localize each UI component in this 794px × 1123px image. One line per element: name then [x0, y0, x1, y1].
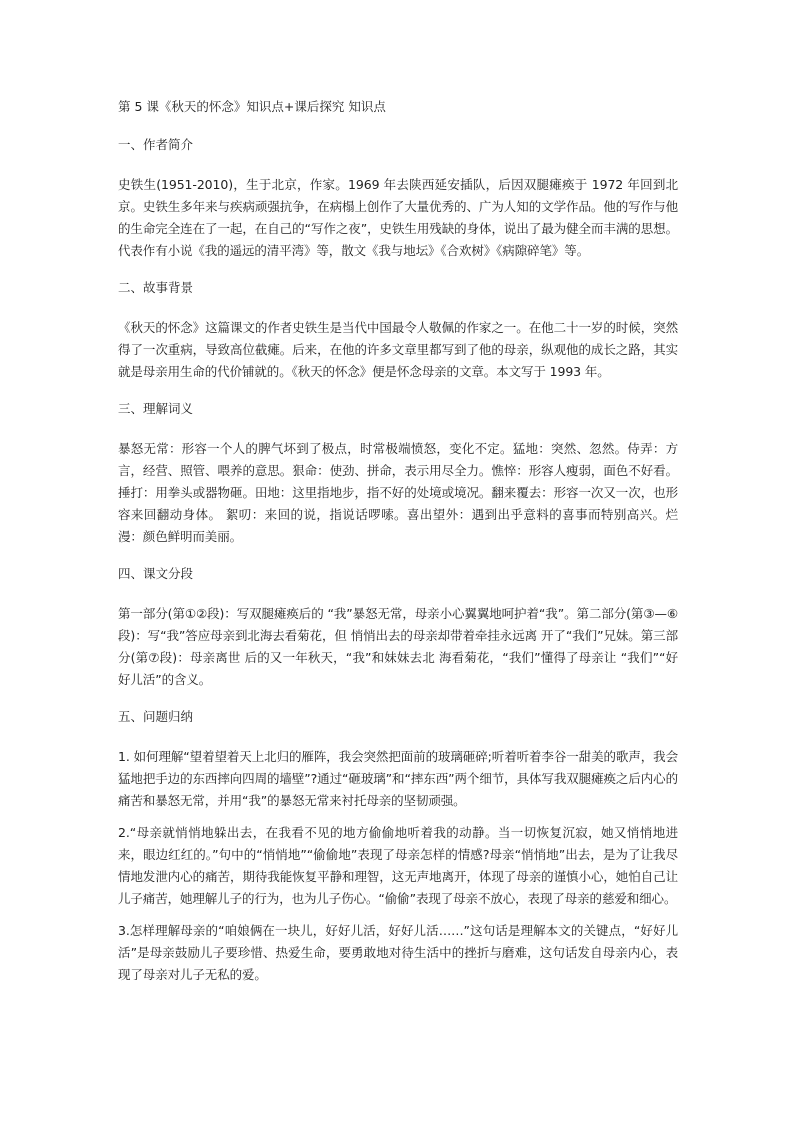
background-paragraph: 《秋天的怀念》这篇课文的作者史铁生是当代中国最令人敬佩的作家之一。在他二十一岁的时候，突然得了一次重病，导致高位截瘫。后来，在他的许多文章里都写到了他的母亲，纵观他的成长之路，其实就是母亲用生命的代价铺就的。《秋天的怀念》便是怀念母亲的文章。本文写于 1993 年。 [118, 320, 678, 379]
section-heading-vocab: 三、理解词义 [118, 401, 194, 416]
segments-paragraph: 第一部分(第①②段)：写双腿瘫痪后的 “我”暴怒无常，母亲小心翼翼地呵护着“我”。第二部分(第③—⑥段)：写“我”答应母亲到北海去看菊花，但 悄悄出去的母亲却带着牵挂永远离 开了“我们”兄妹。第三部分(第⑦段)：母亲离世 后的又一年秋天，“我”和妹妹去北 海看菊花，“我们”懂得了母亲让 “我们”“好好儿活”的含义。 [118, 606, 678, 687]
question-1-paragraph: 1. 如何理解“望着望着天上北归的雁阵，我会突然把面前的玻璃砸碎;听着听着李谷一甜美的歌声，我会猛地把手边的东西摔向四周的墙壁”?通过“砸玻璃”和“摔东西”两个细节，具体写我双腿瘫痪之后内心的痛苦和暴怒无常，并用“我”的暴怒无常来衬托母亲的坚韧顽强。 [118, 749, 678, 808]
page-title: 第 5 课《秋天的怀念》知识点+课后探究 知识点 [118, 99, 386, 114]
section-heading-background: 二、故事背景 [118, 280, 194, 295]
section-heading-author: 一、作者简介 [118, 137, 194, 152]
section-heading-questions: 五、问题归纳 [118, 709, 194, 724]
question-3-paragraph: 3.怎样理解母亲的“咱娘俩在一块儿，好好儿活，好好儿活……”这句话是理解本文的关键点，“好好儿活”是母亲鼓励儿子要珍惜、热爱生命，要勇敢地对待生活中的挫折与磨难，这句话发自母亲内心，表现了母亲对儿子无私的爱。 [118, 923, 678, 982]
author-paragraph: 史铁生(1951-2010)，生于北京，作家。1969 年去陕西延安插队，后因双腿瘫痪于 1972 年回到北京。史铁生多年来与疾病顽强抗争，在病榻上创作了大量优秀的、广为人知的文学作品。他的写作与他的生命完全连在了一起，在自己的“写作之夜”，史铁生用残缺的身体，说出了最为健全而丰满的思想。代表作有小说《我的遥远的清平湾》等，散文《我与地坛》《合欢树》《病隙碎笔》等。 [118, 177, 678, 258]
section-heading-segments: 四、课文分段 [118, 566, 194, 581]
vocab-paragraph: 暴怒无常：形容一个人的脾气坏到了极点，时常极端愤怒，变化不定。猛地：突然、忽然。侍弄：方言，经营、照管、喂养的意思。狠命：使劲、拼命，表示用尽全力。憔悴：形容人瘦弱，面色不好看。 捶打：用拳头或器物砸。田地：这里指地步，指不好的处境或境况。翻来覆去：形容一次又一次，也形容来回翻动身体。 絮叨：来回的说，指说话啰嗦。喜出望外：遇到出乎意料的喜事而特别高兴。烂漫：颜色鲜明而美丽。 [118, 441, 678, 544]
question-2-paragraph: 2.“母亲就悄悄地躲出去，在我看不见的地方偷偷地听着我的动静。当一切恢复沉寂，她又悄悄地进来，眼边红红的。”句中的“悄悄地”“偷偷地”表现了母亲怎样的情感?母亲“悄悄地”出去，是为了让我尽情地发泄内心的痛苦，期待我能恢复平静和理智，这无声地离开，体现了母亲的谨慎小心，她怕自己让儿子痛苦，她理解儿子的行为，也为儿子伤心。“偷偷”表现了母亲不放心，表现了母亲的慈爱和细心。 [118, 825, 678, 906]
document-page [118, 97, 678, 996]
